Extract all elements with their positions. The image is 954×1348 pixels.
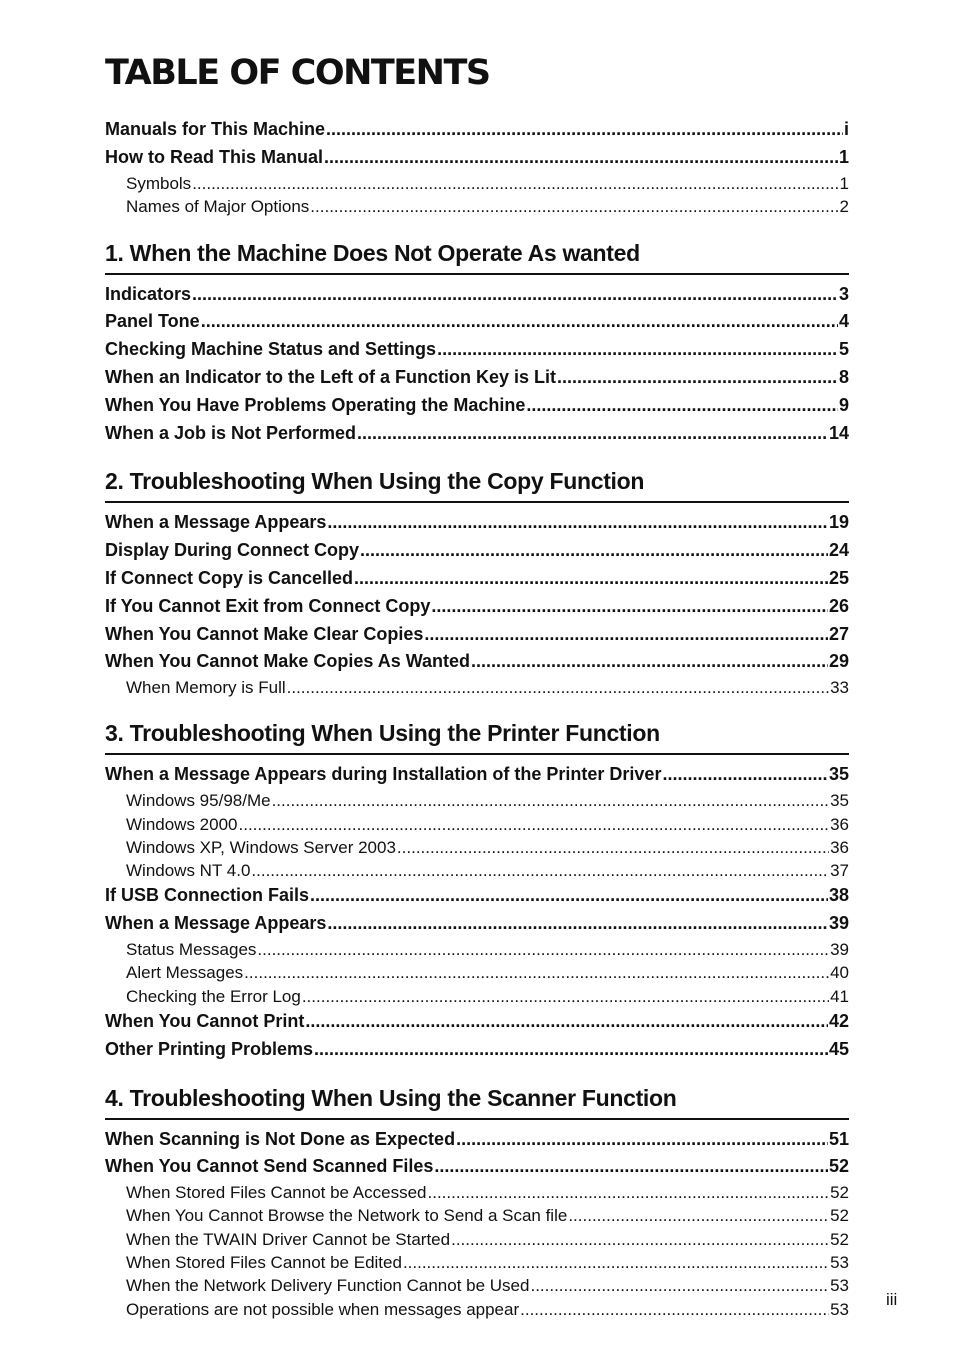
- dot-leader: [324, 144, 838, 172]
- toc-entry[interactable]: [105, 621, 849, 649]
- toc-subentry[interactable]: [105, 172, 849, 195]
- toc-entry-label: If Connect Copy is Cancelled: [105, 567, 354, 588]
- dot-leader: [272, 789, 830, 812]
- dot-leader: [530, 1274, 829, 1297]
- toc-entry-label: Other Printing Problems: [105, 1038, 314, 1059]
- toc-entry-label: Status Messages: [126, 940, 257, 960]
- dot-leader: [424, 621, 828, 649]
- toc-entry-page: 39: [828, 913, 849, 934]
- chapter-section: [105, 461, 849, 699]
- toc-entry-label: If You Cannot Exit from Connect Copy: [105, 595, 431, 616]
- dot-leader: [305, 1008, 828, 1036]
- dot-leader: [314, 1036, 828, 1064]
- toc-entry-page: 25: [828, 567, 849, 588]
- chapter-heading[interactable]: 3. Troubleshooting When Using the Printer Function: [105, 713, 849, 755]
- toc-entry[interactable]: [105, 761, 849, 789]
- toc-entry[interactable]: [105, 1126, 849, 1154]
- dot-leader: [403, 1251, 829, 1274]
- toc-subentry[interactable]: [105, 789, 849, 812]
- page-title: TABLE OF CONTENTS: [105, 53, 490, 93]
- chapter-heading[interactable]: 1. When the Machine Does Not Operate As wanted: [105, 233, 849, 275]
- toc-entry[interactable]: [105, 1036, 849, 1064]
- toc-entry-page: 26: [828, 595, 849, 616]
- toc-entry[interactable]: [105, 1008, 849, 1036]
- chapter-heading[interactable]: 4. Troubleshooting When Using the Scanner Function: [105, 1078, 849, 1120]
- toc-entry-page: 36: [830, 837, 849, 857]
- toc-entry-page: 53: [830, 1253, 849, 1272]
- toc-entry-page: 5: [838, 339, 849, 360]
- toc-subentry[interactable]: [105, 1274, 849, 1297]
- chapters-container: [105, 233, 849, 1321]
- dot-leader: [451, 1228, 829, 1251]
- dot-leader: [257, 938, 829, 961]
- dot-leader: [357, 420, 828, 448]
- toc-subentry[interactable]: [105, 195, 849, 218]
- toc-entry-page: 2: [839, 197, 849, 217]
- toc-entry-label: When an Indicator to the Left of a Function Key is Lit: [105, 366, 557, 387]
- toc-entry-page: 8: [838, 366, 849, 387]
- toc-entry-label: If USB Connection Fails: [105, 885, 310, 906]
- toc-entry-page: 37: [830, 861, 849, 881]
- toc-entry-label: Windows XP, Windows Server 2003: [126, 837, 396, 857]
- toc-entry-label: When a Message Appears: [105, 512, 327, 533]
- dot-leader: [239, 813, 830, 836]
- dot-leader: [192, 281, 838, 309]
- dot-leader: [431, 593, 828, 621]
- toc-entry-label: Checking Machine Status and Settings: [105, 339, 437, 360]
- toc-subentry[interactable]: [105, 676, 849, 699]
- dot-leader: [397, 836, 829, 859]
- dot-leader: [326, 116, 843, 144]
- toc-entry[interactable]: [105, 1153, 849, 1181]
- toc-entry-label: How to Read This Manual: [105, 147, 324, 167]
- toc-entry-page: 45: [828, 1038, 849, 1059]
- chapter-heading[interactable]: 2. Troubleshooting When Using the Copy Function: [105, 461, 849, 503]
- toc-entry-label: Alert Messages: [126, 963, 244, 983]
- dot-leader: [327, 910, 828, 938]
- toc-entry-label: When Memory is Full: [126, 678, 286, 698]
- toc-entry[interactable]: [105, 565, 849, 593]
- toc-entry[interactable]: [105, 308, 849, 336]
- toc-entry-page: 40: [830, 963, 849, 983]
- toc-entry-page: i: [843, 119, 849, 139]
- dot-leader: [310, 195, 838, 218]
- toc-entry-label: When You Cannot Browse the Network to Send a Scan file: [126, 1206, 568, 1226]
- toc-subentry[interactable]: [105, 836, 849, 859]
- toc-entry-page: 52: [828, 1156, 849, 1177]
- toc-entry-label: When You Cannot Send Scanned Files: [105, 1156, 434, 1177]
- dot-leader: [327, 509, 828, 537]
- toc-entry-page: 53: [830, 1276, 849, 1296]
- toc-subentry[interactable]: [105, 1298, 849, 1321]
- toc-entry-label: When Scanning is Not Done as Expected: [105, 1128, 456, 1149]
- toc-subentry[interactable]: [105, 961, 849, 984]
- toc-entry[interactable]: [105, 116, 849, 144]
- chapter-section: [105, 713, 849, 1063]
- toc-entry-page: 35: [828, 764, 849, 785]
- toc-entry-page: 53: [830, 1299, 849, 1319]
- dot-leader: [437, 336, 838, 364]
- toc-entry-label: Panel Tone: [105, 311, 200, 332]
- toc-entry-page: 3: [838, 283, 849, 304]
- toc-entry-label: Symbols: [126, 174, 192, 193]
- dot-leader: [201, 308, 838, 336]
- toc-subentry[interactable]: [105, 1251, 849, 1274]
- toc-entry-label: Operations are not possible when messages appear: [126, 1299, 520, 1319]
- toc-entry-page: 14: [828, 422, 849, 443]
- dot-leader: [244, 961, 829, 984]
- toc-entry-label: When a Job is Not Performed: [105, 422, 357, 443]
- toc-entry[interactable]: [105, 882, 849, 910]
- toc-entry[interactable]: [105, 537, 849, 565]
- page-number: iii: [886, 1290, 898, 1309]
- toc-entry-label: When the Network Delivery Function Cannot be Used: [126, 1276, 530, 1296]
- toc-subentry[interactable]: [105, 1181, 849, 1204]
- toc-entry-label: When Stored Files Cannot be Accessed: [126, 1183, 427, 1203]
- dot-leader: [520, 1298, 829, 1321]
- toc-entry-label: Indicators: [105, 283, 192, 304]
- toc-entry-page: 52: [830, 1183, 849, 1203]
- dot-leader: [434, 1153, 828, 1181]
- toc-entry[interactable]: [105, 364, 849, 392]
- chapter-section: [105, 233, 849, 448]
- dot-leader: [526, 392, 838, 420]
- toc-entry[interactable]: [105, 281, 849, 309]
- toc-entry-page: 1: [838, 147, 849, 167]
- dot-leader: [471, 648, 828, 676]
- toc-entry-label: Manuals for This Machine: [105, 119, 326, 139]
- toc-entry-page: 41: [830, 986, 849, 1006]
- toc-entry-page: 52: [830, 1206, 849, 1226]
- toc-entry[interactable]: [105, 144, 849, 172]
- toc-entry-page: 51: [828, 1128, 849, 1149]
- toc-subentry[interactable]: [105, 813, 849, 836]
- toc-entry-label: When You Cannot Make Clear Copies: [105, 623, 424, 644]
- toc-entry-label: Names of Major Options: [126, 197, 310, 217]
- toc-entry-page: 36: [830, 814, 849, 834]
- dot-leader: [251, 859, 829, 882]
- toc-subentry[interactable]: [105, 1204, 849, 1227]
- toc-entry-page: 9: [838, 394, 849, 415]
- toc-entry-page: 1: [839, 174, 849, 193]
- dot-leader: [302, 985, 829, 1008]
- toc-entry-label: When a Message Appears during Installation of the Printer Driver: [105, 764, 662, 785]
- dot-leader: [287, 676, 829, 699]
- toc-entry-label: When You Cannot Print: [105, 1010, 305, 1031]
- toc-entry-label: Windows 2000: [126, 814, 238, 834]
- dot-leader: [557, 364, 838, 392]
- toc-page: [105, 50, 849, 1321]
- toc-subentry[interactable]: [105, 938, 849, 961]
- dot-leader: [310, 882, 828, 910]
- dot-leader: [456, 1126, 828, 1154]
- dot-leader: [354, 565, 828, 593]
- toc-entry-page: 39: [830, 940, 849, 960]
- toc-entry-label: Windows NT 4.0: [126, 861, 251, 881]
- toc-entry[interactable]: [105, 648, 849, 676]
- toc-entry[interactable]: [105, 336, 849, 364]
- toc-entry-page: 4: [838, 311, 849, 332]
- toc-entry-page: 52: [830, 1229, 849, 1249]
- chapter-section: [105, 1078, 849, 1321]
- toc-subentry[interactable]: [105, 1228, 849, 1251]
- dot-leader: [568, 1204, 829, 1227]
- toc-entry-page: 35: [830, 791, 849, 811]
- intro-section: [105, 116, 849, 219]
- dot-leader: [428, 1181, 830, 1204]
- toc-entry-page: 38: [828, 885, 849, 906]
- dot-leader: [192, 172, 838, 195]
- toc-entry-label: When a Message Appears: [105, 913, 327, 934]
- toc-entry[interactable]: [105, 593, 849, 621]
- toc-entry-page: 19: [828, 512, 849, 533]
- toc-entry-label: When the TWAIN Driver Cannot be Started: [126, 1229, 451, 1249]
- dot-leader: [662, 761, 828, 789]
- toc-entry-label: When You Have Problems Operating the Machine: [105, 394, 526, 415]
- toc-subentry[interactable]: [105, 985, 849, 1008]
- toc-entry[interactable]: [105, 509, 849, 537]
- toc-entry-label: Display During Connect Copy: [105, 540, 360, 561]
- toc-entry[interactable]: [105, 910, 849, 938]
- toc-entry-page: 29: [828, 651, 849, 672]
- toc-subentry[interactable]: [105, 859, 849, 882]
- toc-entry[interactable]: [105, 392, 849, 420]
- toc-entry-page: 42: [828, 1010, 849, 1031]
- toc-entry-page: 27: [828, 623, 849, 644]
- toc-entry[interactable]: [105, 420, 849, 448]
- dot-leader: [360, 537, 828, 565]
- toc-entry-page: 24: [828, 540, 849, 561]
- toc-entry-label: Windows 95/98/Me: [126, 791, 271, 811]
- toc-entry-label: When Stored Files Cannot be Edited: [126, 1253, 402, 1272]
- toc-entry-label: When You Cannot Make Copies As Wanted: [105, 651, 471, 672]
- toc-entry-label: Checking the Error Log: [126, 986, 301, 1006]
- toc-entry-page: 33: [830, 678, 849, 698]
